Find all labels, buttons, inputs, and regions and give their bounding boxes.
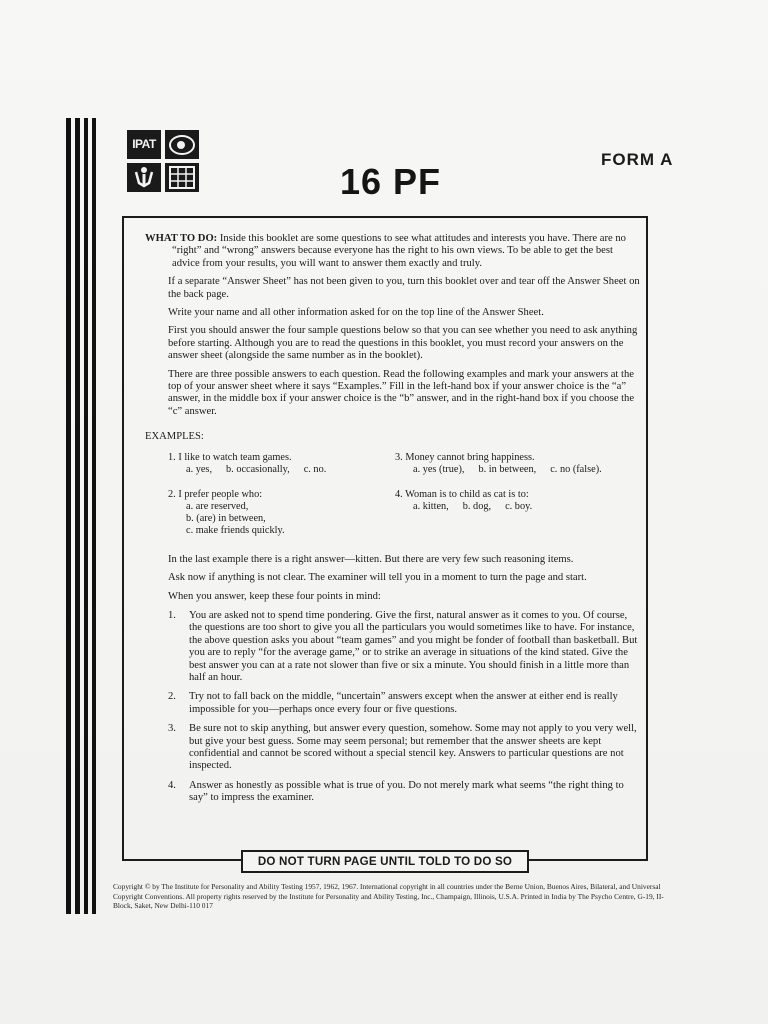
do-not-turn-banner: DO NOT TURN PAGE UNTIL TOLD TO DO SO [241,850,529,873]
ask-now-paragraph: Ask now if anything is not clear. The examiner will tell you in a moment to turn the page and start. [168,572,587,584]
answer-sheet-paragraph: If a separate “Answer Sheet” has not been given to you, turn this booklet over and tear off the Answer Sheet on the back page. [168,276,640,300]
example-number: 2. [168,488,176,500]
what-to-do-text: Inside this booklet are some questions to see what attitudes and interests you have. There are no “right” and “wrong” answers because everyone has the right to his own views. To be able to get the best advice from your results, you will want to answer them exactly and truly. [172,233,626,269]
example-option: b. occasionally, [226,463,290,475]
point-text: Answer as honestly as possible what is true of you. Do not merely mark what seems “the right thing to say” to impress the examiner. [189,779,624,804]
points-list [145,610,640,805]
example-option: c. make friends quickly. [186,524,285,536]
example-option: a. yes (true), [413,463,465,475]
point-text: Be sure not to skip anything, but answer every question, somehow. Some may not apply to you very well, but give your best guess. Some may seem personal; but remember that the answer sheets are kept confidential and cannot be scored without a special stencil key. Answers to particular questions are not inspected. [189,723,637,772]
logo-figure-icon [127,163,161,192]
example-number: 1. [168,451,176,463]
example-question: I prefer people who: [178,488,263,500]
example-option: b. (are) in between, [186,512,266,524]
point-number: 4. [168,779,176,791]
answer-choices-paragraph: There are three possible answers to each question. Read the following examples and mark your answers at the top of your answer sheet where it says “Examples.” Fill in the left-hand box if your answer choice is the “a” answer, in the middle box if your answer choice is the “b” answer, and in the right-hand box if you choose the “c” answer. [168,368,635,417]
example-option: b. in between, [478,463,537,475]
examples-grid [145,452,640,548]
copyright-notice: Copyright © by The Institute for Personality and Ability Testing 1957, 1962, 1967. International copyright in all countries under the Berne Union, Buenos Aires, Bilateral, and Universal Copyright Conventions. All property rights reserved by the Institute for Personality and Ability Testing, Inc., Champaign, Illinois, U.S.A. Printed in India by The Psycho Centre, G-19, II-Block, Saket, New Delhi-110 017 [113,882,664,911]
example-number: 4. [395,488,403,500]
point-number: 2. [168,691,176,703]
what-to-do-label: WHAT TO DO: [145,233,218,244]
point-number: 3. [168,723,176,735]
example-option: c. boy. [505,500,533,512]
what-to-do-paragraph [145,233,640,270]
point-number: 1. [168,609,176,621]
point-item [145,780,640,805]
name-paragraph: Write your name and all other information asked for on the top line of the Answer Sheet. [168,307,544,319]
point-item [145,610,640,684]
logo-eye-icon [165,130,199,159]
instructions-content [145,233,640,805]
margin-stripes [66,118,98,914]
point-text: You are asked not to spend time pondering. Give the first, natural answer as it comes to you. Of course, the questions are too short to give you all the particulars you would sometimes like to have. For instance, the above question asks you about “team games” and you might be fonder of football than basketball. But you are to reply “for the average game,” or to strike an average in situations of the kind stated. Give the best answer you can at a rate not slower than five or six a minute. You should finish in a little more than half an hour. [189,609,638,683]
example-option: a. kitten, [413,500,449,512]
ipat-logo [127,130,203,196]
example-item [395,452,616,476]
point-text: Try not to fall back on the middle, “uncertain” answers except when the answer at either end is really impossible for you—perhaps once every four or five questions. [189,691,618,715]
example-option: c. no (false). [550,463,602,475]
points-intro: When you answer, keep these four points in mind: [168,590,381,602]
test-title: 16 PF [340,161,442,202]
example-item [168,452,340,476]
examples-label: EXAMPLES: [145,431,204,443]
example-item [168,489,299,537]
example-question: Money cannot bring happiness. [405,451,535,463]
point-item [145,691,640,716]
form-label: FORM A [601,150,674,169]
example-option: b. dog, [462,500,492,512]
last-example-paragraph: In the last example there is a right answer—kitten. But there are very few such reasoning items. [168,553,574,565]
example-option: c. no. [303,463,327,475]
logo-text: IPAT [132,137,156,151]
example-option: a. yes, [186,463,213,475]
sample-questions-paragraph: First you should answer the four sample questions below so that you can see whether you need to ask anything before starting. Although you are to read the questions in this booklet, you must record your answers on the answer sheet (alongside the same number as in the booklet). [168,325,638,362]
example-option: a. are reserved, [186,500,249,512]
example-number: 3. [395,451,403,463]
example-question: I like to watch team games. [178,451,292,463]
point-item [145,723,640,773]
logo-text-cell [127,130,161,159]
example-question: Woman is to child as cat is to: [405,488,529,500]
example-item [395,489,546,513]
logo-grid-icon [165,163,199,192]
